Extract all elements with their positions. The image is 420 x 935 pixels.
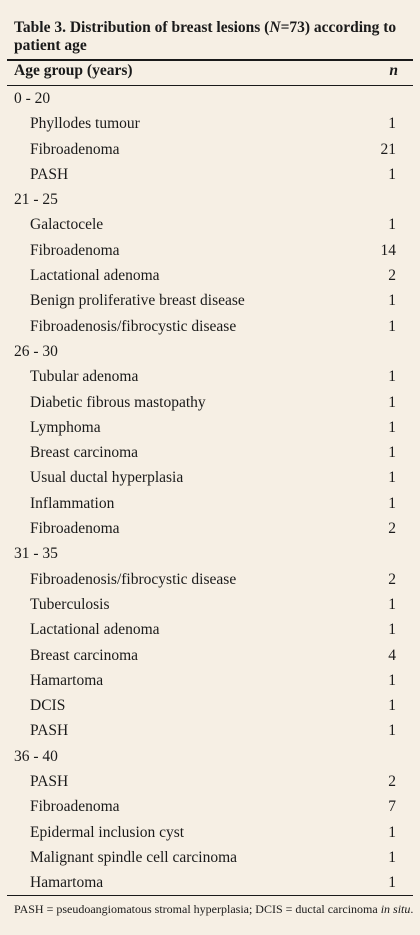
lesion-row [0, 288, 420, 313]
lesion-name: Epidermal inclusion cyst [30, 823, 185, 841]
table-header [14, 62, 398, 84]
lesion-count: 1 [388, 874, 396, 892]
lesion-name: Breast carcinoma [30, 646, 139, 664]
age-group-row [0, 541, 420, 566]
lesion-name: Fibroadenoma [30, 241, 120, 259]
lesion-count: 1 [388, 823, 396, 841]
header-age-group: Age group (years) [14, 62, 133, 79]
lesion-name: PASH [30, 165, 69, 183]
lesion-count: 1 [388, 165, 396, 183]
caption-n-symbol: N [269, 19, 281, 36]
lesion-name: Diabetic fibrous mastopathy [30, 393, 206, 411]
lesion-row [0, 668, 420, 693]
lesion-count: 2 [388, 773, 396, 791]
lesion-name: Phyllodes tumour [30, 115, 140, 133]
lesion-name: Breast carcinoma [30, 444, 139, 462]
lesion-row [0, 718, 420, 743]
lesion-count: 1 [388, 595, 396, 613]
lesion-count: 1 [388, 115, 396, 133]
lesion-row [0, 516, 420, 541]
lesion-name: Inflammation [30, 494, 115, 512]
lesion-count: 1 [388, 621, 396, 639]
table-body [0, 86, 420, 896]
lesion-count: 1 [388, 292, 396, 310]
lesion-name: Lymphoma [30, 418, 101, 436]
lesion-row [0, 440, 420, 465]
lesion-row [0, 137, 420, 162]
lesion-row [0, 314, 420, 339]
lesion-row [0, 263, 420, 288]
header-n: n [389, 62, 398, 79]
lesion-name: Galactocele [30, 216, 104, 234]
footnote-italic: in situ [380, 902, 411, 916]
lesion-count: 1 [388, 368, 396, 386]
lesion-row [0, 212, 420, 237]
lesion-row [0, 794, 420, 819]
lesion-row [0, 845, 420, 870]
lesion-count: 21 [380, 140, 396, 158]
lesion-count: 1 [388, 671, 396, 689]
lesion-row [0, 390, 420, 415]
age-group-row [0, 187, 420, 212]
lesion-name: DCIS [30, 697, 66, 715]
age-group-label: 31 - 35 [14, 545, 58, 563]
lesion-count: 2 [388, 570, 396, 588]
table-footnote [14, 902, 413, 917]
lesion-row [0, 491, 420, 516]
lesion-name: Fibroadenoma [30, 520, 120, 538]
lesion-name: Lactational adenoma [30, 621, 160, 639]
lesion-count: 4 [388, 646, 396, 664]
lesion-count: 1 [388, 393, 396, 411]
age-group-row [0, 339, 420, 364]
lesion-name: Benign proliferative breast disease [30, 292, 245, 310]
lesion-name: Fibroadenoma [30, 140, 120, 158]
age-group-label: 0 - 20 [14, 90, 51, 107]
lesion-name: Usual ductal hyperplasia [30, 469, 184, 487]
lesion-name: Tuberculosis [30, 595, 110, 613]
lesion-row [0, 162, 420, 187]
lesion-name: PASH [30, 722, 69, 740]
lesion-row [0, 693, 420, 718]
lesion-count: 1 [388, 317, 396, 335]
lesion-count: 14 [380, 241, 396, 259]
bottom-rule [7, 895, 413, 896]
lesion-row [0, 592, 420, 617]
lesion-name: Fibroadenosis/fibrocystic disease [30, 570, 237, 588]
lesion-row [0, 415, 420, 440]
lesion-row [0, 870, 420, 895]
lesion-count: 1 [388, 848, 396, 866]
lesion-row [0, 643, 420, 668]
lesion-count: 1 [388, 697, 396, 715]
lesion-row [0, 617, 420, 642]
lesion-name: Lactational adenoma [30, 267, 160, 285]
lesion-row [0, 567, 420, 592]
lesion-count: 7 [388, 798, 396, 816]
lesion-name: PASH [30, 773, 69, 791]
lesion-name: Hamartoma [30, 671, 104, 689]
lesion-count: 2 [388, 267, 396, 285]
age-group-label: 36 - 40 [14, 747, 58, 765]
lesion-count: 1 [388, 418, 396, 436]
lesion-name: Tubular adenoma [30, 368, 139, 386]
lesion-row [0, 820, 420, 845]
lesion-count: 1 [388, 216, 396, 234]
caption-prefix: Table 3. Distribution of breast lesions ( [14, 19, 270, 36]
lesion-row [0, 364, 420, 389]
footnote-end: . [410, 902, 414, 916]
age-group-label: 21 - 25 [14, 191, 58, 209]
caption-suffix: =73) according to patient age [14, 19, 397, 54]
lesion-count: 2 [388, 520, 396, 538]
table-caption [14, 19, 410, 55]
lesion-name: Fibroadenosis/fibrocystic disease [30, 317, 237, 335]
lesion-name: Fibroadenoma [30, 798, 120, 816]
lesion-name: Hamartoma [30, 874, 104, 892]
lesion-count: 1 [388, 469, 396, 487]
lesion-row [0, 769, 420, 794]
lesion-row [0, 238, 420, 263]
lesion-count: 1 [388, 444, 396, 462]
top-rule [7, 59, 413, 61]
age-group-row [0, 744, 420, 769]
age-group-label: 26 - 30 [14, 342, 58, 360]
lesion-count: 1 [388, 494, 396, 512]
footnote-text: PASH = pseudoangiomatous stromal hyperplasia; DCIS = ductal carcinoma [14, 902, 381, 916]
lesion-name: Malignant spindle cell carcinoma [30, 848, 238, 866]
lesion-count: 1 [388, 722, 396, 740]
lesion-row [0, 465, 420, 490]
age-group-row [0, 86, 420, 111]
lesion-row [0, 111, 420, 136]
